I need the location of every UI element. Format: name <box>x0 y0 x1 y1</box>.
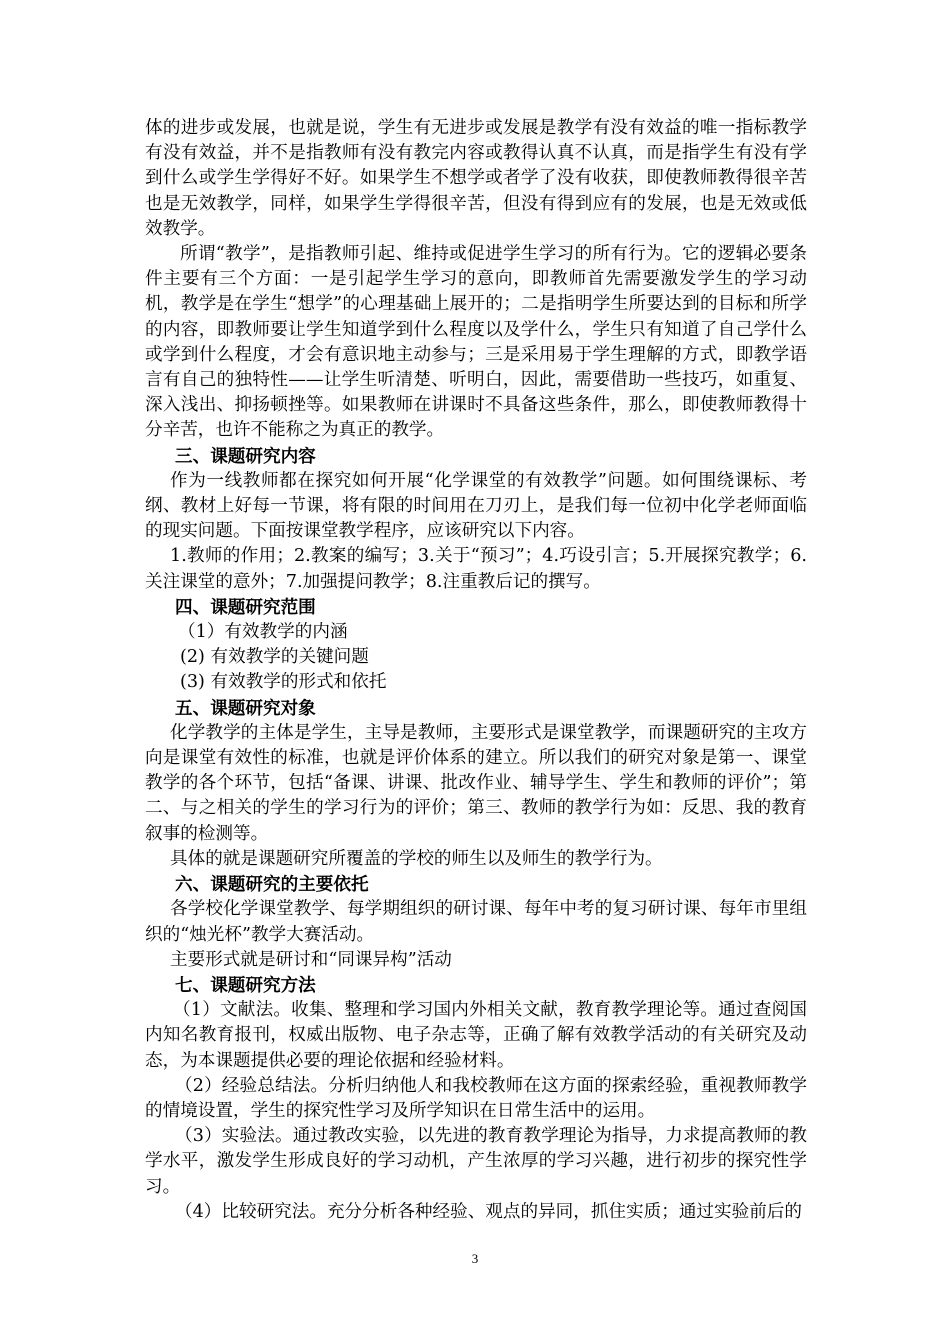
paragraph-research-basis: 各学校化学课堂教学、每学期组织的研讨课、每年中考的复习研讨课、每年市里组织的“烛光杯”教学大赛活动。 <box>145 899 807 945</box>
range-item-1: （1）有效教学的内涵 <box>178 622 348 643</box>
section-heading-5: 五、课题研究对象 <box>175 697 316 719</box>
method-experience: （2）经验总结法。分析归纳他人和我校教师在这方面的探索经验，重视教师教学的情境设置，学生的探究性学习及所学知识在日常生活中的运用。 <box>145 1075 807 1121</box>
range-item-2: (2) 有效教学的关键问题 <box>180 647 369 668</box>
section-heading-3: 三、课题研究内容 <box>175 445 316 467</box>
section-heading-7: 七、课题研究方法 <box>175 974 316 996</box>
paragraph-research-object: 化学教学的主体是学生，主导是教师，主要形式是课堂教学，而课题研究的主攻方向是课堂有效性的标准，也就是评价体系的建立。所以我们的研究对象是第一、课堂教学的各个环节，包括“备课、讲课、批改作业、辅导学生、学生和教师的评价”；第二、与之相关的学生的学习行为的评价；第三、教师的教学行为如：反思、我的教育叙事的检测等。 <box>145 722 807 844</box>
page-number: 3 <box>471 1251 479 1266</box>
range-item-3: (3) 有效教学的形式和依托 <box>180 672 387 693</box>
method-comparison: （4）比较研究法。充分分析各种经验、观点的异同，抓住实质；通过实验前后的 <box>175 1201 802 1222</box>
section-heading-6: 六、课题研究的主要依托 <box>175 874 369 896</box>
method-experiment: （3）实验法。通过教改实验，以先进的教育教学理论为指导，力求提高教师的教学水平，激发学生形成良好的学习动机，产生浓厚的学习兴趣，进行初步的探究性学习。 <box>145 1126 807 1197</box>
paragraph-research-list: 1.教师的作用；2.教案的编写；3.关于“预习”；4.巧设引言；5.开展探究教学；6.关注课堂的意外；7.加强提问教学；8.注重教后记的撰写。 <box>145 546 807 592</box>
paragraph-research-content: 作为一线教师都在探究如何开展“化学课堂的有效教学”问题。如何围绕课标、考纲、教材上好每一节课，将有限的时间用在刀刃上，是我们每一位初中化学老师面临的现实问题。下面按课堂教学程序，应该研究以下内容。 <box>145 470 807 542</box>
section-heading-4: 四、课题研究范围 <box>175 596 316 618</box>
paragraph-research-form: 主要形式就是研讨和“同课异构”活动 <box>170 949 452 970</box>
paragraph-teaching-definition: 所谓“教学”，是指教师引起、维持或促进学生学习的所有行为。它的逻辑必要条件主要有三个方面：一是引起学生学习的意向，即教师首先需要激发学生的学习动机，教学是在学生“想学”的心理基础上展开的；二是指明学生所要达到的目标和所学的内容，即教师要让学生知道学到什么程度以及学什么，学生只有知道了自己学什么或学到什么程度，才会有意识地主动参与；三是采用易于学生理解的方式，即教学语言有自己的独特性——让学生听清楚、听明白，因此，需要借助一些技巧，如重复、深入浅出、抑扬顿挫等。如果教师在讲课时不具备这些条件，那么，即使教师教得十分辛苦，也许不能称之为真正的教学。 <box>145 244 807 441</box>
method-literature: （1）文献法。收集、整理和学习国内外相关文献，教育教学理论等。通过查阅国内知名教育报刊，权威出版物、电子杂志等，正确了解有效教学活动的有关研究及动态，为本课题提供必要的理论依据和经验材料。 <box>145 1000 807 1071</box>
paragraph-effectiveness: 体的进步或发展，也就是说，学生有无进步或发展是教学有没有效益的唯一指标教学有没有效益，并不是指教师有没有教完内容或教得认真不认真，而是指学生有没有学到什么或学生学得好不好。如果学生不想学或者学了没有收获，即使教师教得很辛苦也是无效教学，同样，如果学生学得很辛苦，但没有得到应有的发展，也是无效或低效教学。 <box>145 118 807 239</box>
page-body <box>145 116 807 1225</box>
paragraph-research-scope: 具体的就是课题研究所覆盖的学校的师生以及师生的教学行为。 <box>170 848 663 869</box>
